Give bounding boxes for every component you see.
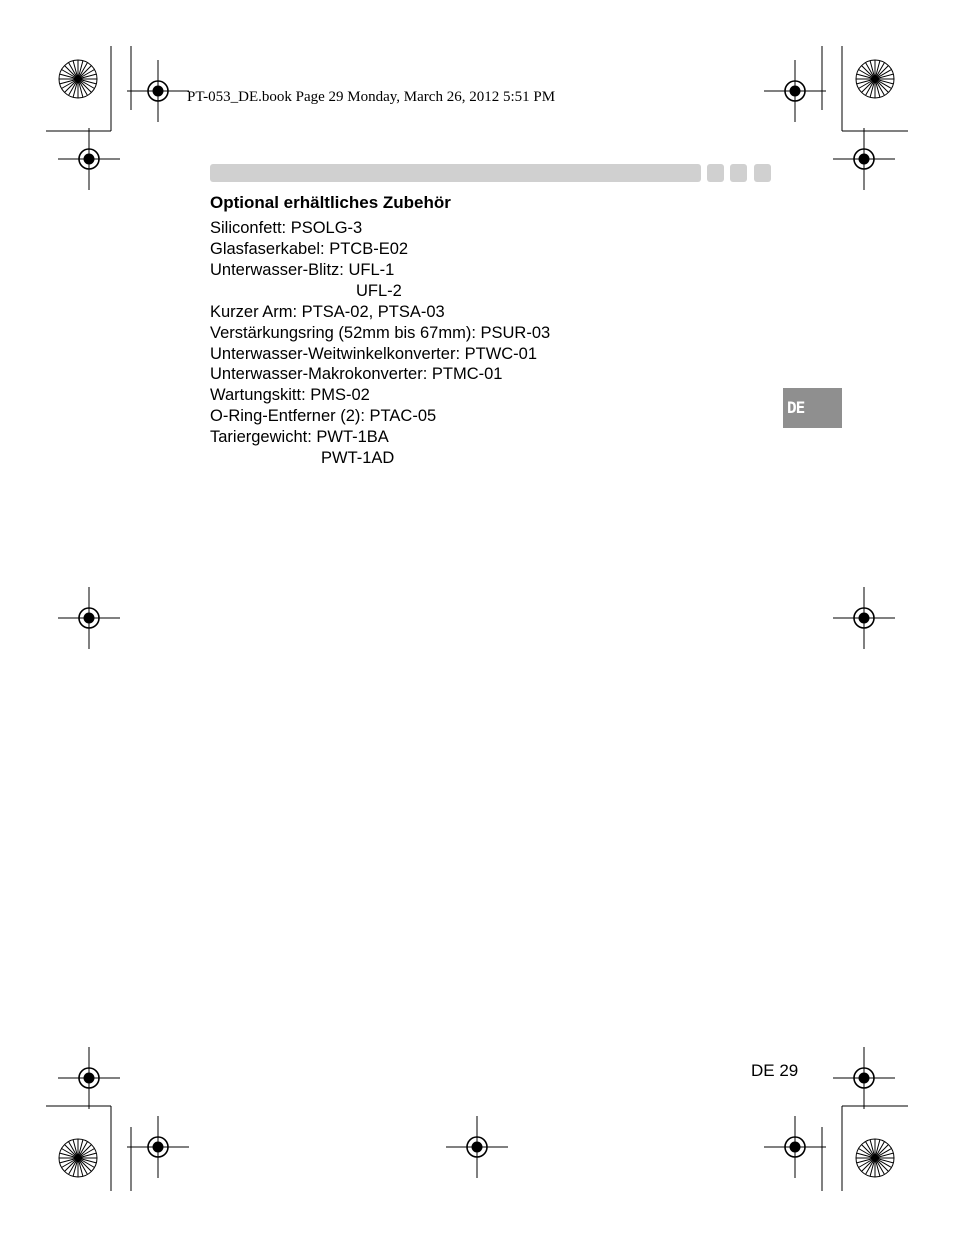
list-item: Unterwasser-Blitz: UFL-1: [210, 261, 395, 279]
list-item: UFL-2: [356, 282, 402, 300]
list-item: Kurzer Arm: PTSA-02, PTSA-03: [210, 303, 445, 321]
crosshair-icon: [833, 587, 895, 649]
header-bar-square: [754, 164, 771, 182]
crosshair-icon: [58, 587, 120, 649]
list-item: PWT-1AD: [321, 449, 395, 467]
list-item: Tariergewicht: PWT-1BA: [210, 428, 389, 446]
crosshair-icon: [58, 1047, 120, 1109]
crosshair-icon: [764, 60, 826, 122]
crosshair-icon: [127, 1116, 189, 1178]
list-item: Unterwasser-Makrokonverter: PTMC-01: [210, 365, 503, 383]
star-target-top-left-icon: [59, 60, 97, 98]
crosshair-icon: [58, 128, 120, 190]
header-bar-square: [730, 164, 747, 182]
crosshair-icon: [833, 1047, 895, 1109]
crosshair-icon: [764, 1116, 826, 1178]
header-bar-long: [210, 164, 701, 182]
list-item: Glasfaserkabel: PTCB-E02: [210, 240, 409, 258]
header-bar-square: [707, 164, 724, 182]
page-number: DE 29: [751, 1061, 799, 1080]
star-target-bottom-right-icon: [856, 1139, 894, 1177]
crosshair-icon: [127, 60, 189, 122]
section-heading: Optional erhältliches Zubehör: [210, 193, 451, 212]
crosshair-icon: [833, 128, 895, 190]
list-item: O-Ring-Entferner (2): PTAC-05: [210, 407, 437, 425]
list-item: Siliconfett: PSOLG-3: [210, 219, 363, 237]
crosshair-icon: [446, 1116, 508, 1178]
book-slug-line: PT-053_DE.book Page 29 Monday, March 26, 2012 5:51 PM: [187, 89, 556, 105]
list-item: Verstärkungsring (52mm bis 67mm): PSUR-03: [210, 324, 551, 342]
list-item: Unterwasser-Weitwinkelkonverter: PTWC-01: [210, 345, 538, 363]
star-target-top-right-icon: [856, 60, 894, 98]
section-header-bar: [210, 164, 771, 182]
star-target-bottom-left-icon: [59, 1139, 97, 1177]
language-tab: DE: [783, 388, 842, 428]
list-item: Wartungskitt: PMS-02: [210, 386, 370, 404]
